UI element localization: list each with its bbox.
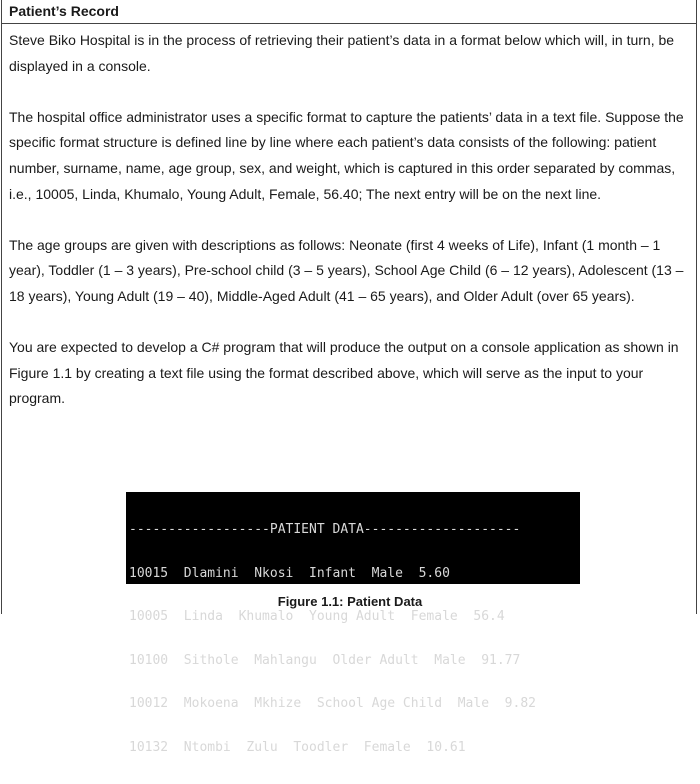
paragraph-task: You are expected to develop a C# program that will produce the output on a console application as shown in Figure 1.1 by creating a text file using the format described above, which will serve as the input to your program. — [9, 339, 679, 407]
document-body — [2, 24, 696, 412]
console-row: 10100 Sithole Mahlangu Older Adult Male 91.77 — [129, 652, 521, 668]
console-row: 10005 Linda Khumalo Young Adult Female 56.4 — [129, 609, 505, 624]
paragraph-format: The hospital office administrator uses a specific format to capture the patients’ data in a text file. Suppose the specific format structure is defined line by line where each patient’s data consists of the following: patient number, surname, name, age group, sex, and weight, which is captured in this order separated by commas, i.e., 10005, Linda, Khumalo, Young Adult, Female, 56.40; The next entry will be on the next line. — [9, 108, 684, 202]
document-title-text: Patient’s Record — [9, 3, 119, 19]
paragraph-intro: Steve Biko Hospital is in the process of retrieving their patient’s data in a format below which will, in turn, be displayed in a console. — [9, 32, 675, 74]
paragraph-gap — [9, 310, 688, 336]
figure-caption: Figure 1.1: Patient Data — [277, 594, 423, 609]
document-title — [2, 0, 696, 24]
console-row: 10132 Ntombi Zulu Toodler Female 10.61 — [129, 739, 466, 755]
paragraph-gap — [9, 207, 688, 233]
paragraph-gap — [9, 79, 688, 105]
console-row: 10012 Mokoena Mkhize School Age Child Male 9.82 — [129, 696, 536, 711]
console-row: 10015 Dlamini Nkosi Infant Male 5.60 — [129, 565, 450, 581]
paragraph-age-groups: The age groups are given with descriptions as follows: Neonate (first 4 weeks of Life), Infant (1 month – 1 year), Toddler (1 – 3 years), Pre-school child (3 – 5 years), School Age Child (6 – 12 years), Adolescent (13 – 18 years), Young Adult (19 – 40), Middle-Aged Adult (41 – 65 years), and Older Adult (over 65 years). — [9, 236, 684, 304]
document-page — [1, 0, 697, 755]
console-header: ------------------PATIENT DATA-------------------- — [129, 522, 521, 537]
